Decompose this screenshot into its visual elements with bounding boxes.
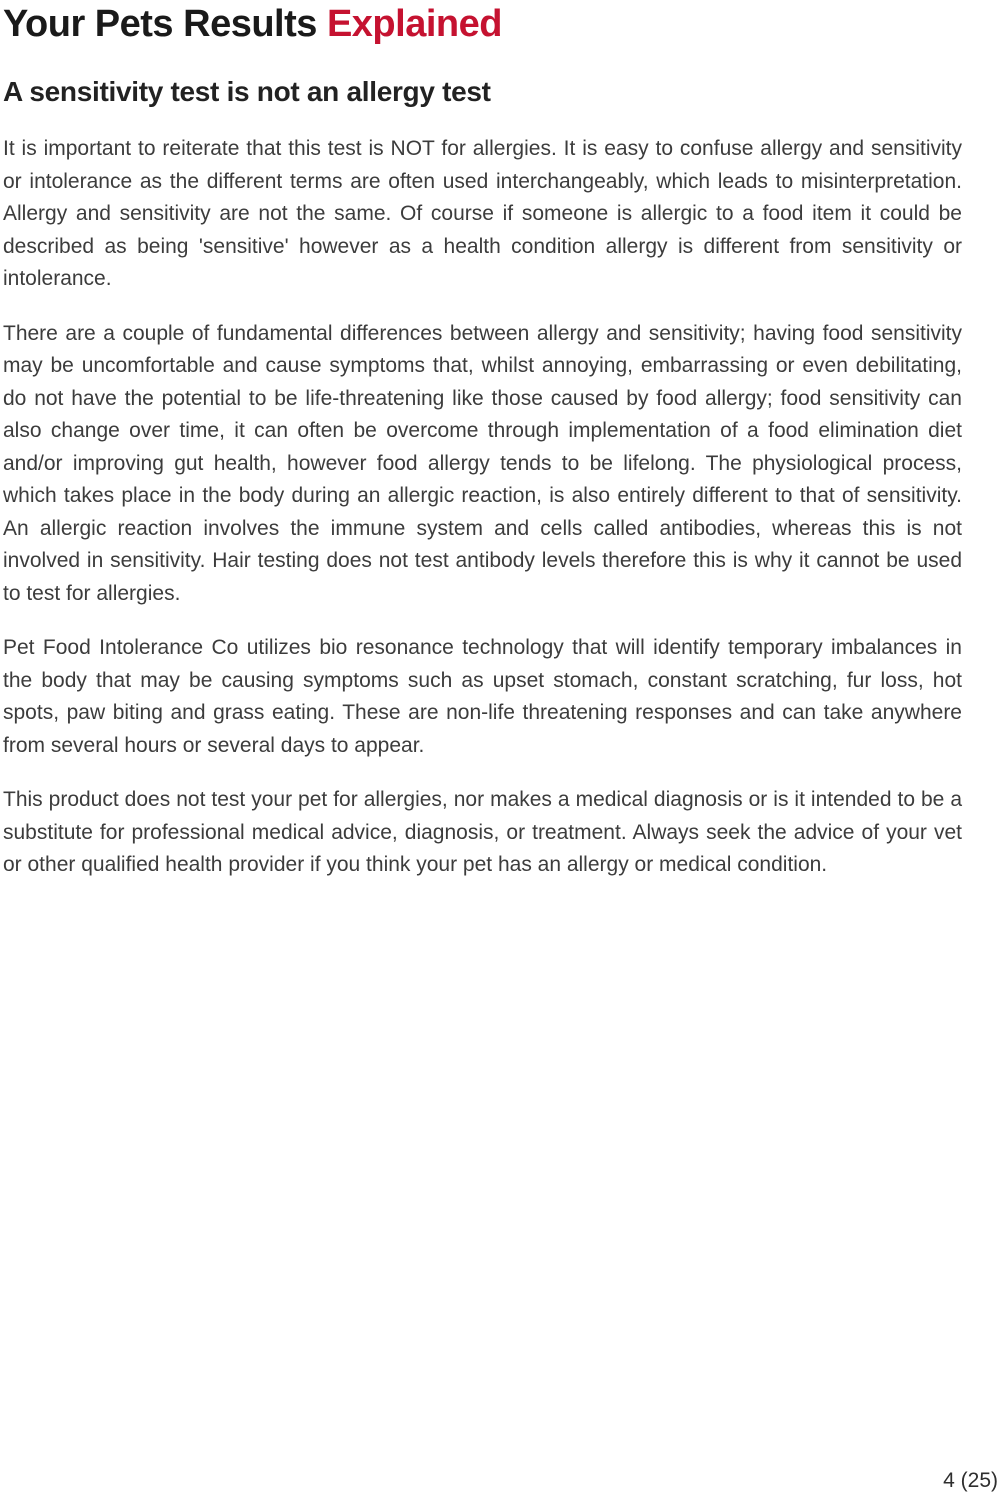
page-title <box>3 2 962 47</box>
body-paragraph-1: It is important to reiterate that this test is NOT for allergies. It is easy to confuse allergy and sensitivity or intolerance as the different terms are often used interchangeably, which leads to misinterpretation. Allergy and sensitivity are not the same. Of course if someone is allergic to a food item it could be described as being 'sensitive' however as a health condition allergy is different from sensitivity or intolerance. <box>3 137 962 290</box>
section-heading: A sensitivity test is not an allergy test <box>3 76 491 107</box>
page-number: 4 (25) <box>943 1469 998 1492</box>
page-title-text: Your Pets Results <box>3 3 327 45</box>
body-paragraph-2: There are a couple of fundamental differences between allergy and sensitivity; having food sensitivity may be uncomfortable and cause symptoms that, whilst annoying, embarrassing or even debilitating, do not have the potential to be life-threatening like those caused by food allergy; food sensitivity can also change over time, it can often be overcome through implementation of a food elimination diet and/or improving gut health, however food allergy tends to be lifelong. The physiological process, which takes place in the body during an allergic reaction, is also entirely different to that of sensitivity. An allergic reaction involves the immune system and cells called antibodies, whereas this is not involved in sensitivity. Hair testing does not test antibody levels therefore this is why it cannot be used to test for allergies. <box>3 321 962 605</box>
page-title-accent: Explained <box>326 3 502 45</box>
body-text <box>3 133 962 882</box>
body-paragraph-3: Pet Food Intolerance Co utilizes bio resonance technology that will identify temporary imbalances in the body that may be causing symptoms such as upset stomach, constant scratching, fur loss, hot spots, paw biting and grass eating. These are non-life threatening responses and can take anywhere from several hours or several days to appear. <box>3 636 962 757</box>
body-paragraph-4: This product does not test your pet for allergies, nor makes a medical diagnosis or is it intended to be a substitute for professional medical advice, diagnosis, or treatment. Always seek the advice of your vet or other qualified health provider if you think your pet has an allergy or medical condition. <box>3 788 962 876</box>
